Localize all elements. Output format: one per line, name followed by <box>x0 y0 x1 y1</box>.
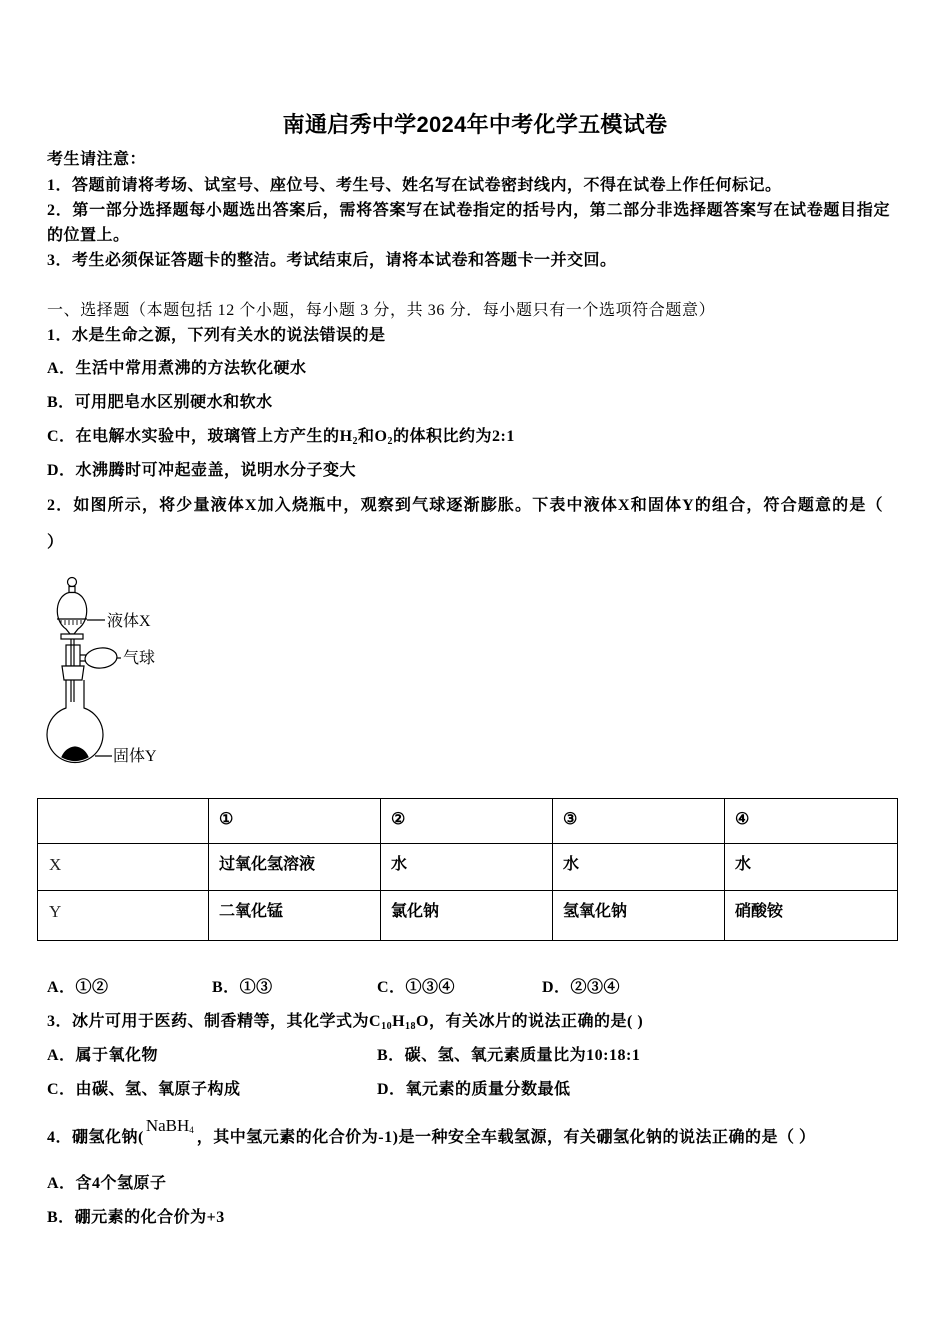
formula-nabh4-subscript: 4 <box>189 1125 194 1135</box>
notice-item-2-line-1: 2．第一部分选择题每小题选出答案后，需将答案写在试卷指定的括号内，第二部分非选择题答案写在试卷题目指定 <box>47 202 890 219</box>
q2-option-a: A．①② <box>47 979 109 996</box>
table-cell: 氯化钠 <box>381 891 553 941</box>
table-header-row <box>38 799 898 844</box>
section-header: 一、选择题（本题包括 12 个小题，每小题 3 分，共 36 分．每小题只有一个选项符合题意） <box>47 302 716 319</box>
q2-stem-line-1: 2．如图所示，将少量液体X加入烧瓶中，观察到气球逐渐膨胀。下表中液体X和固体Y的组合，符合题意的是（ <box>47 497 883 514</box>
label-balloon: 气球 <box>123 650 156 667</box>
table-cell: 水 <box>381 844 553 891</box>
formula-h-subscript: 18 <box>405 1021 417 1032</box>
q2-option-b: B．①③ <box>212 979 273 996</box>
table-header-cell: ② <box>381 799 553 844</box>
label-solid-y: 固体Y <box>113 748 157 765</box>
table-cell: 硝酸铵 <box>725 891 898 941</box>
formula-h: H <box>339 428 353 445</box>
formula-nabh4 <box>146 1116 194 1135</box>
table-row-label: Y <box>38 891 209 941</box>
q2-stem-line-2: ） <box>47 534 64 551</box>
combination-table <box>37 798 898 941</box>
q3-option-b: B．碳、氢、氧元素质量比为10:18:1 <box>377 1047 641 1064</box>
q4-stem <box>47 1116 816 1148</box>
q3-stem <box>47 1012 643 1032</box>
q2-option-d: D．②③④ <box>542 979 621 996</box>
formula-h: H <box>392 1013 406 1030</box>
table-cell: 水 <box>553 844 725 891</box>
label-liquid-x: 液体X <box>107 613 151 630</box>
table-cell: 二氧化锰 <box>209 891 381 941</box>
q1-option-b: B．可用肥皂水区别硬水和软水 <box>47 394 273 411</box>
funnel-stopper <box>68 578 77 587</box>
gas-tube <box>66 645 80 666</box>
q3-stem-prefix: 3．冰片可用于医药、制香精等，其化学式为 <box>47 1013 370 1030</box>
q3-stem-suffix: ，有关冰片的说法正确的是( ) <box>428 1013 644 1030</box>
notice-heading: 考生请注意： <box>47 151 147 168</box>
balloon <box>84 646 118 669</box>
q4-option-a: A．含4个氢原子 <box>47 1175 167 1192</box>
table-cell: 水 <box>725 844 898 891</box>
q1-option-c-mid: 和 <box>358 428 375 445</box>
q4-stem-suffix: ，其中氢元素的化合价为-1)是一种安全车载氢源，有关硼氢化钠的说法正确的是（ ） <box>196 1129 816 1146</box>
exam-title: 南通启秀中学2024年中考化学五模试卷 <box>282 112 668 137</box>
table-cell: 氢氧化钠 <box>553 891 725 941</box>
formula-c-subscript: 10 <box>381 1021 393 1032</box>
table-header-cell: ① <box>209 799 381 844</box>
q3-option-a: A．属于氧化物 <box>47 1047 159 1064</box>
notice-item-1: 1．答题前请将考场、试室号、座位号、考生号、姓名写在试卷密封线内，不得在试卷上作任何标记。 <box>47 177 782 194</box>
table-row-y <box>38 891 898 941</box>
q3-option-d: D．氧元素的质量分数最低 <box>377 1081 571 1098</box>
apparatus-figure <box>40 572 180 772</box>
funnel-bulb <box>57 593 86 635</box>
table-header-cell: ④ <box>725 799 898 844</box>
formula-c: C <box>369 1013 382 1030</box>
q4-stem-prefix: 4．硼氢化钠( <box>47 1129 144 1146</box>
formula-o-subscript: 2 <box>387 436 393 447</box>
notice-item-2-line-2: 的位置上。 <box>47 227 130 244</box>
q1-option-c <box>47 427 515 447</box>
formula-o: O <box>416 1013 429 1030</box>
formula-h-subscript: 2 <box>352 436 359 447</box>
table-header-cell: ③ <box>553 799 725 844</box>
q1-option-a: A．生活中常用煮沸的方法软化硬水 <box>47 360 307 377</box>
table-row-x <box>38 844 898 891</box>
formula-nabh: NaBH <box>145 1116 190 1135</box>
q1-stem: 1．水是生命之源，下列有关水的说法错误的是 <box>47 327 386 344</box>
q2-option-c: C．①③④ <box>377 979 456 996</box>
solid-y-mound <box>62 747 88 761</box>
notice-item-3: 3．考生必须保证答题卡的整洁。考试结束后，请将本试卷和答题卡一并交回。 <box>47 252 617 269</box>
funnel-neck <box>69 587 75 593</box>
q4-option-b: B．硼元素的化合价为+3 <box>47 1209 225 1226</box>
q1-option-c-prefix: C．在电解水实验中，玻璃管上方产生的 <box>47 428 340 445</box>
q1-option-c-suffix: 的体积比约为2:1 <box>392 428 515 445</box>
table-corner-cell <box>38 799 209 844</box>
formula-o: O <box>374 428 388 445</box>
q1-option-d: D．水沸腾时可冲起壶盖，说明水分子变大 <box>47 462 357 479</box>
q3-option-c: C．由碳、氢、氧原子构成 <box>47 1081 241 1098</box>
stopcock <box>61 634 83 639</box>
table-cell: 过氧化氢溶液 <box>209 844 381 891</box>
table-row-label: X <box>38 844 209 891</box>
rubber-stopper <box>62 666 84 680</box>
